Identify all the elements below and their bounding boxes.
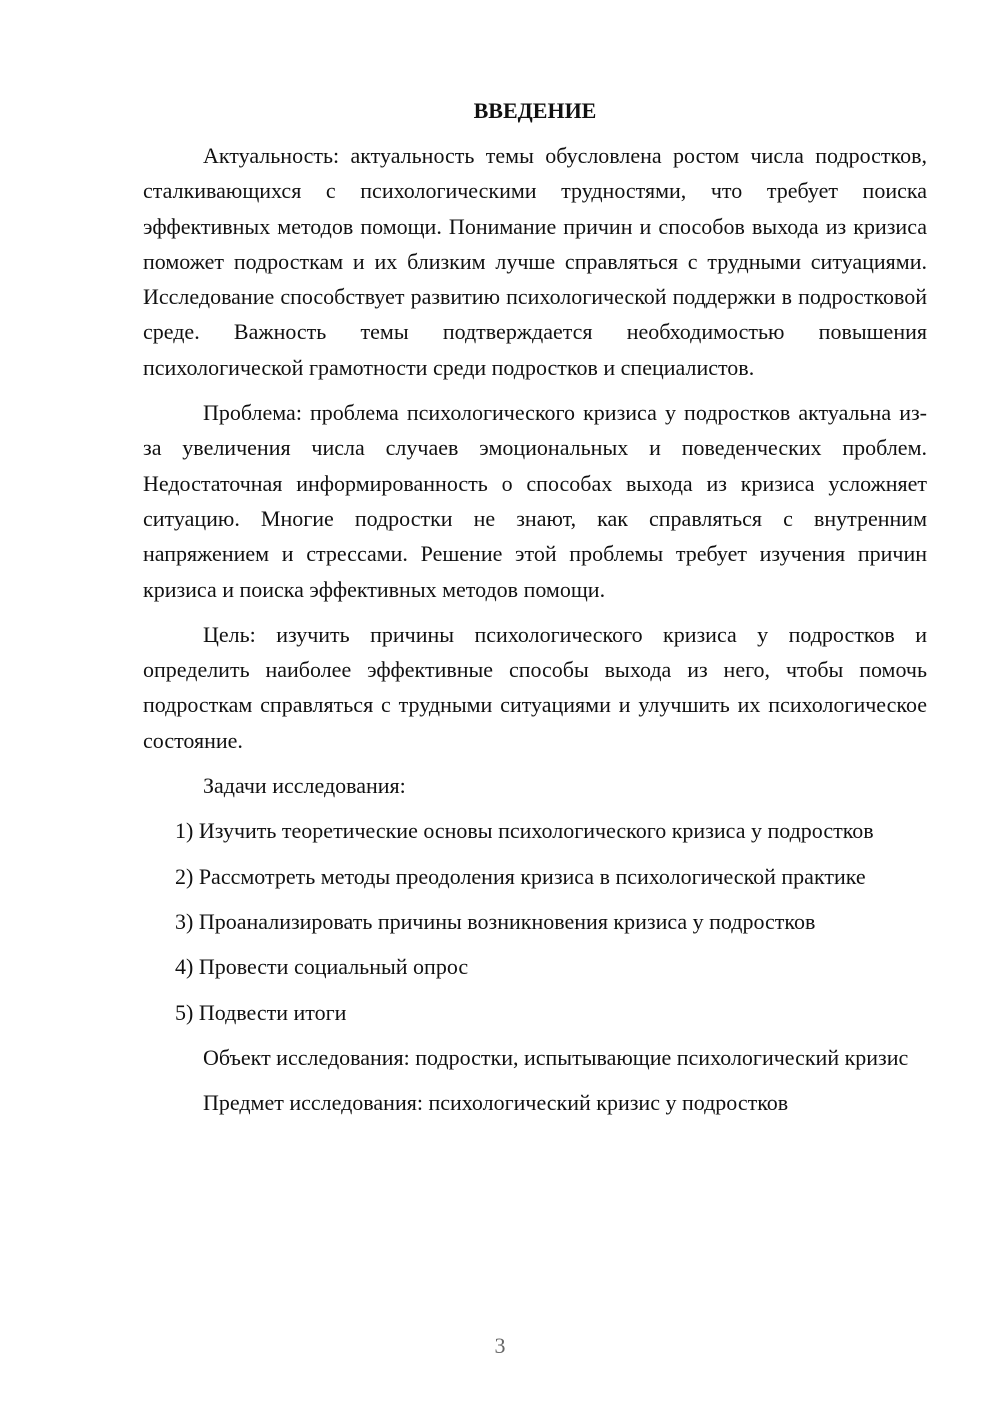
- relevance-paragraph: Актуальность: актуальность темы обусловлена ростом числа подростков, сталкивающихся с психологическими трудностями, что требует поиска эффективных методов помощи. Понимание причин и способов выхода из кризиса поможет подросткам и их близким лучше справляться с трудными ситуациями. Исследование способствует развитию психологической поддержки в подростковой среде. Важность темы подтверждается необходимостью повышения психологической грамотности среди подростков и специалистов.: [143, 143, 927, 380]
- task-item-5: 5) Подвести итоги: [175, 999, 347, 1025]
- page-number: 3: [494, 1333, 506, 1358]
- task-item-1: 1) Изучить теоретические основы психологического кризиса у подростков: [175, 818, 874, 844]
- task-item-3: 3) Проанализировать причины возникновения кризиса у подростков: [175, 908, 816, 934]
- section-heading: ВВЕДЕНИЕ: [473, 98, 597, 123]
- task-item-2: 2) Рассмотреть методы преодоления кризиса в психологической практике: [175, 863, 866, 889]
- goal-paragraph: Цель: изучить причины психологического кризиса у подростков и определить наиболее эффективные способы выхода из него, чтобы помочь подросткам справляться с трудными ситуациями и улучшить их психологическое состояние.: [143, 621, 927, 753]
- object-paragraph: Объект исследования: подростки, испытывающие психологический кризис: [203, 1044, 909, 1070]
- tasks-title: Задачи исследования:: [203, 773, 406, 799]
- subject-paragraph: Предмет исследования: психологический кризис у подростков: [203, 1090, 789, 1116]
- task-item-4: 4) Провести социальный опрос: [175, 954, 469, 980]
- problem-paragraph: Проблема: проблема психологического кризиса у подростков актуальна из-за увеличения числа случаев эмоциональных и поведенческих проблем. Недостаточная информированность о способах выхода из кризиса усложняет ситуацию. Многие подростки не знают, как справляться с внутренним напряжением и стрессами. Решение этой проблемы требует изучения причин кризиса и поиска эффективных методов помощи.: [143, 400, 927, 602]
- page-content: [143, 96, 927, 1130]
